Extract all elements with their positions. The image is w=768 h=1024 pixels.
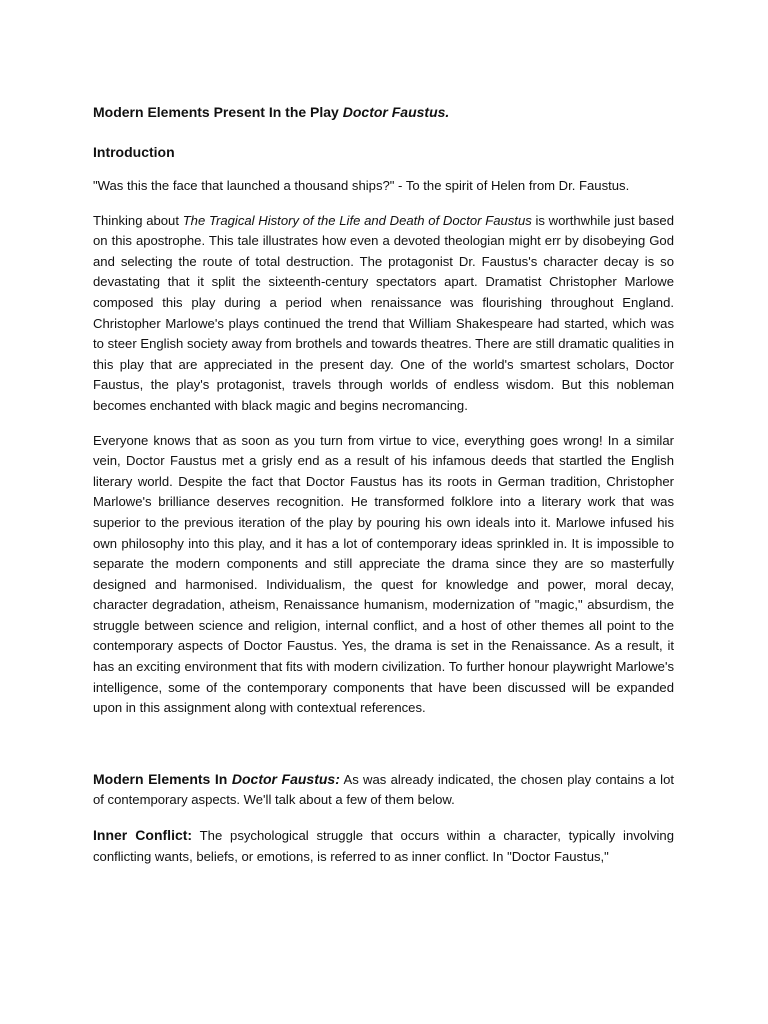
intro-paragraph-1 xyxy=(93,211,674,417)
section-spacer xyxy=(93,733,674,769)
inner-conflict-heading: Inner Conflict: xyxy=(93,827,193,844)
modern-elements-paragraph xyxy=(93,769,674,811)
para1-body: is worthwhile just based on this apostrophe. This tale illustrates how even a devoted theologian might err by disobeying God and selecting the route of total destruction. The protagonist Dr. Faustus's character decay is so devastating that it split the sixteenth-century spectators apart. Dramatist Christopher Marlowe composed this play during a period when renaissance was flourishing throughout England. Christopher Marlowe's plays continued the trend that William Shakespeare had started, which was to steer English society away from brothels and towards theatres. There are still dramatic qualities in this play that are appreciated in the present day. One of the world's smartest scholars, Doctor Faustus, the play's protagonist, travels through worlds of endless wisdom. But this nobleman becomes enchanted with black magic and begins necromancing. xyxy=(93,212,674,413)
modern-elements-text: As was already indicated, the chosen play contains a lot of contemporary aspects. We'll talk about a few of them below. xyxy=(93,771,674,808)
introduction-heading: Introduction xyxy=(93,144,175,160)
title-italic-text: Doctor Faustus. xyxy=(342,104,450,120)
modern-heading-text: Modern Elements In xyxy=(93,770,232,787)
para1-play-title: The Tragical History of the Life and Death of Doctor Faustus xyxy=(182,212,532,228)
title-text: Modern Elements Present In the Play xyxy=(93,104,343,120)
para1-lead: Thinking about xyxy=(93,212,183,228)
modern-heading-italic: Doctor Faustus: xyxy=(231,770,340,787)
document-page xyxy=(93,102,674,881)
intro-paragraph-2: Everyone knows that as soon as you turn from virtue to vice, everything goes wrong! In a similar vein, Doctor Faustus met a grisly end as a result of his infamous deeds that startled the English literary world. Despite the fact that Doctor Faustus has its roots in German tradition, Christopher Marlowe's brilliance deserves recognition. He transformed folklore into a literary work that was superior to the previous iteration of the play by pouring his own ideals into it. Marlowe infused his own philosophy into this play, and it has a lot of contemporary ideas sprinkled in. It is impossible to separate the modern components and still appreciate the drama since they are so masterfully designed and harmonised. Individualism, the quest for knowledge and power, moral decay, character degradation, atheism, Renaissance humanism, modernization of "magic," absurdism, the struggle between science and religion, internal conflict, and a host of other themes all point to the contemporary aspects of Doctor Faustus. Yes, the drama is set in the Renaissance. As a result, it has an exciting environment that fits with modern civilization. To further honour playwright Marlowe's intelligence, some of the contemporary components that have been discussed will be expanded upon in this assignment along with contextual references. xyxy=(93,432,674,716)
quote-paragraph: "Was this the face that launched a thousand ships?" - To the spirit of Helen from Dr. Faustus. xyxy=(93,178,630,193)
inner-conflict-text: The psychological struggle that occurs within a character, typically involving conflicting wants, beliefs, or emotions, is referred to as inner conflict. In "Doctor Faustus," xyxy=(93,828,674,864)
modern-elements-heading xyxy=(93,771,340,787)
document-title xyxy=(93,102,674,122)
inner-conflict-paragraph xyxy=(93,825,674,867)
